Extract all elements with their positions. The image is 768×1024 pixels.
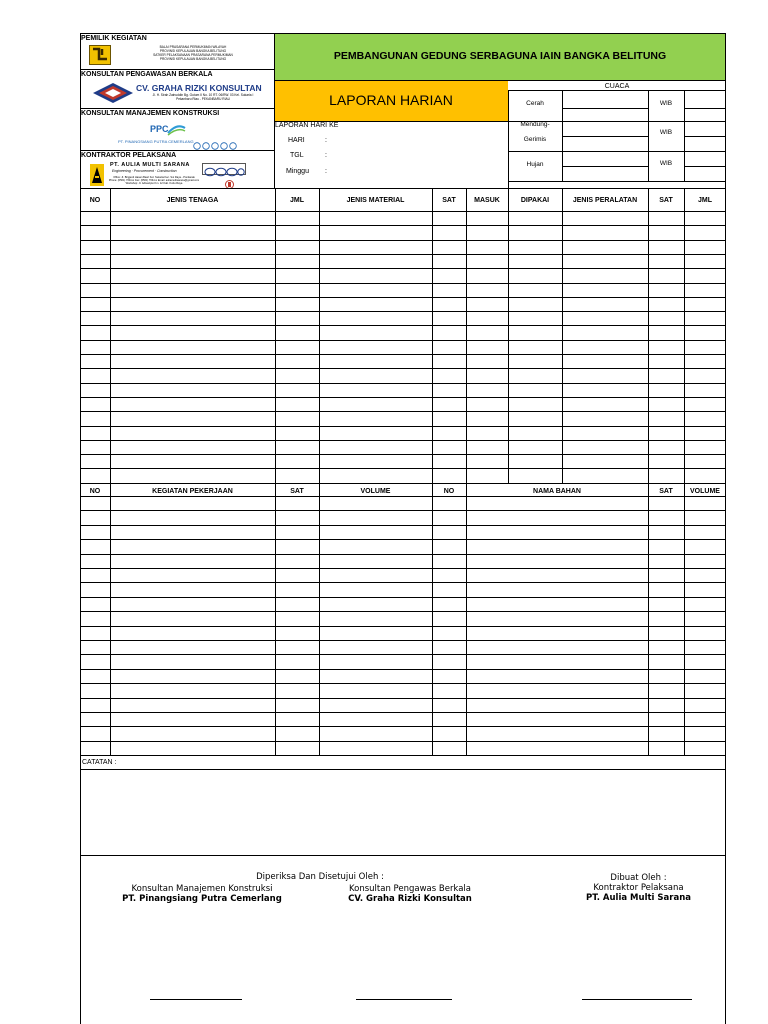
mk-role: Konsultan Manajemen Konstruksi [131,884,273,894]
grid-line [508,188,509,483]
grid-line [508,121,726,122]
report-day-label: LAPORAN HARI KE [275,122,339,129]
t2-col-no: NO [89,488,101,495]
signature-line-mk [150,999,242,1000]
grid-line [80,769,726,770]
grid-line [80,741,726,742]
signature-line-contractor [582,999,692,1000]
grid-line [80,354,726,355]
t2-col-kegiatan: KEGIATAN PEKERJAAN [152,488,233,495]
grid-line [80,468,726,469]
daily-report-form [80,33,726,1024]
grid-line [80,855,726,856]
grid-line [80,426,726,427]
weather-cerah: Cerah [526,100,544,107]
grid-line [508,90,726,91]
grid-line [80,483,726,484]
grid-line [80,525,726,526]
grid-line [80,411,726,412]
t1-col-jenis-tenaga: JENIS TENAGA [166,197,219,204]
con-company: PT. Aulia Multi Sarana [585,893,691,903]
field-tgl-sep: : [325,152,327,159]
wib-hujan: WIB [659,160,673,167]
grid-line [80,669,726,670]
grid-line [80,254,726,255]
grid-line [110,483,111,755]
pu-logo-icon [89,45,111,65]
field-hari-label: HARI [288,137,305,144]
contractor-address: Office: Jl. Brigjend Hasan Basri Kel. Sukaria Kec. Sui Raya - Pontianak Phone: (0561) 763xxx Fax: (0561) 763xxx Email: auliamultisarana@gmail.com Workshop: Jl. Adisucipto Km. 12 Kab. Kubu Raya [108,176,200,186]
grid-line [80,554,726,555]
grid-line [648,483,649,755]
report-title: LAPORAN HARIAN [329,92,453,108]
contractor-badge-icon [225,176,234,185]
t1-col-masuk: MASUK [474,197,500,204]
t2-col-volume: VOLUME [360,488,391,495]
grid-line [80,268,726,269]
svg-text:PPC: PPC [150,124,169,134]
supervisor-address: Jl. H. Sirah Zainuddin Bg. Gutum II No. 10 RT. 06/RW. 03 Kel. Sukaria I Pekanbaru Riau - PEKANBARU RIAU [152,93,254,101]
grid-line [275,188,276,483]
weather-label: CUACA [604,83,630,90]
grid-line [275,483,276,755]
checked-by-label: Diperiksa Dan Disetujui Oleh : [256,872,384,882]
grid-line [562,108,648,109]
grid-line [80,397,726,398]
ppc-logo-icon [150,121,186,137]
grid-line [80,325,726,326]
grid-line [80,33,81,1024]
grid-line [562,166,648,167]
grid-line [80,539,726,540]
grid-line [80,311,726,312]
grid-line [80,654,726,655]
mk-company: PT. Pinangsiang Putra Cemerlang [122,894,282,904]
mk-label: KONSULTAN MANAJEMEN KONSTRUKSI [81,110,220,117]
grid-line [274,121,508,122]
grid-line [466,483,467,755]
grid-line [80,626,726,627]
made-by-label: Dibuat Oleh : [610,873,667,883]
mk-name: PT. PINANGSIANG PUTRA CEMERLANG [118,139,194,144]
grid-line [562,90,563,181]
grid-line [80,440,726,441]
grid-line [80,368,726,369]
grid-line [80,188,726,189]
grid-line [508,181,726,182]
grid-line [684,136,726,137]
grid-line [80,211,726,212]
t2-col-sat: SAT [290,488,304,495]
supervisor-name: CV. GRAHA RIZKI KONSULTAN [136,83,262,93]
grid-line [80,611,726,612]
grid-line [648,90,649,181]
field-tgl-label: TGL [290,152,304,159]
project-title: PEMBANGUNAN GEDUNG SERBAGUNA IAIN BANGKA BELITUNG [333,50,667,62]
field-minggu-label: Minggu [286,168,309,175]
grid-line [648,188,649,483]
grid-line [319,188,320,483]
grid-line [80,283,726,284]
grid-line [80,568,726,569]
t1-col-jml: JML [290,197,304,204]
grid-line [80,755,726,756]
grid-line [80,108,274,109]
owner-address: BALAI PRASARANA PERMUKIMAN WILAYAH PROVINSI KEPULAUAN BANGKA BELITUNG SATKER PELAKSANAAN PRASARANA PERMUKIMAN PROVINSI KEPULAUAN BANGKA BELITUNG [153,45,233,61]
field-minggu-sep: : [325,168,327,175]
grid-line [466,188,467,483]
notes-label: CATATAN : [82,759,117,766]
grid-line [684,90,685,181]
grid-line [684,108,726,109]
weather-mendung-1: Mendung- [520,121,550,128]
grid-line [562,188,563,483]
grid-line [80,240,726,241]
grid-line [684,166,726,167]
grid-line [80,69,274,70]
t2-col-no2: NO [443,488,455,495]
t2-col-sat2: SAT [659,488,673,495]
t1-col-jml2: JML [698,197,712,204]
contractor-name: PT. AULIA MULTI SARANA [110,162,190,168]
grid-line [80,597,726,598]
grid-line [684,483,685,755]
con-role: Kontraktor Pelaksana [593,883,684,893]
contractor-label: KONTRAKTOR PELAKSANA [81,152,177,159]
grid-line [80,297,726,298]
grid-line [508,90,509,188]
grid-line [80,383,726,384]
t1-col-jenis-peralatan: JENIS PERALATAN [572,197,638,204]
grid-line [80,640,726,641]
grid-line [562,136,648,137]
mk-certificates [192,137,240,145]
supervisor-label: KONSULTAN PENGAWASAN BERKALA [81,71,213,78]
grid-line [80,150,274,151]
grid-line [80,712,726,713]
weather-mendung-2: Gerimis [523,136,547,143]
grid-line [80,340,726,341]
t1-col-jenis-material: JENIS MATERIAL [346,197,405,204]
weather-hujan: Hujan [526,161,544,168]
sup-company: CV. Graha Rizki Konsultan [348,894,472,904]
grid-line [684,188,685,483]
wib-mendung: WIB [659,129,673,136]
contractor-certificates [202,163,246,175]
grid-line [80,698,726,699]
grid-line [80,683,726,684]
t2-col-nama-bahan: NAMA BAHAN [533,488,581,495]
sup-role: Konsultan Pengawas Berkala [349,884,471,894]
grid-line [80,454,726,455]
aulia-logo-icon [90,164,104,186]
grid-line [508,151,726,152]
signature-line-supervisor [356,999,452,1000]
grid-line [80,33,726,34]
grid-line [110,188,111,483]
grid-line [432,188,433,483]
grid-line [80,582,726,583]
t2-col-volume2: VOLUME [690,488,720,495]
t1-col-sat2: SAT [659,197,673,204]
grid-line [80,510,726,511]
field-hari-sep: : [325,137,327,144]
graha-logo-icon [92,82,134,104]
contractor-tagline: Engineering · Procurement · Construction [112,169,177,173]
grid-line [80,726,726,727]
t1-col-no: NO [89,197,101,204]
owner-label: PEMILIK KEGIATAN [81,35,147,42]
grid-line [319,483,320,755]
t1-col-sat: SAT [442,197,456,204]
grid-line [80,225,726,226]
grid-line [432,483,433,755]
t1-col-dipakai: DIPAKAI [520,197,550,204]
grid-line [80,496,726,497]
grid-line [274,33,275,188]
grid-line [274,80,726,81]
wib-cerah: WIB [659,100,673,107]
